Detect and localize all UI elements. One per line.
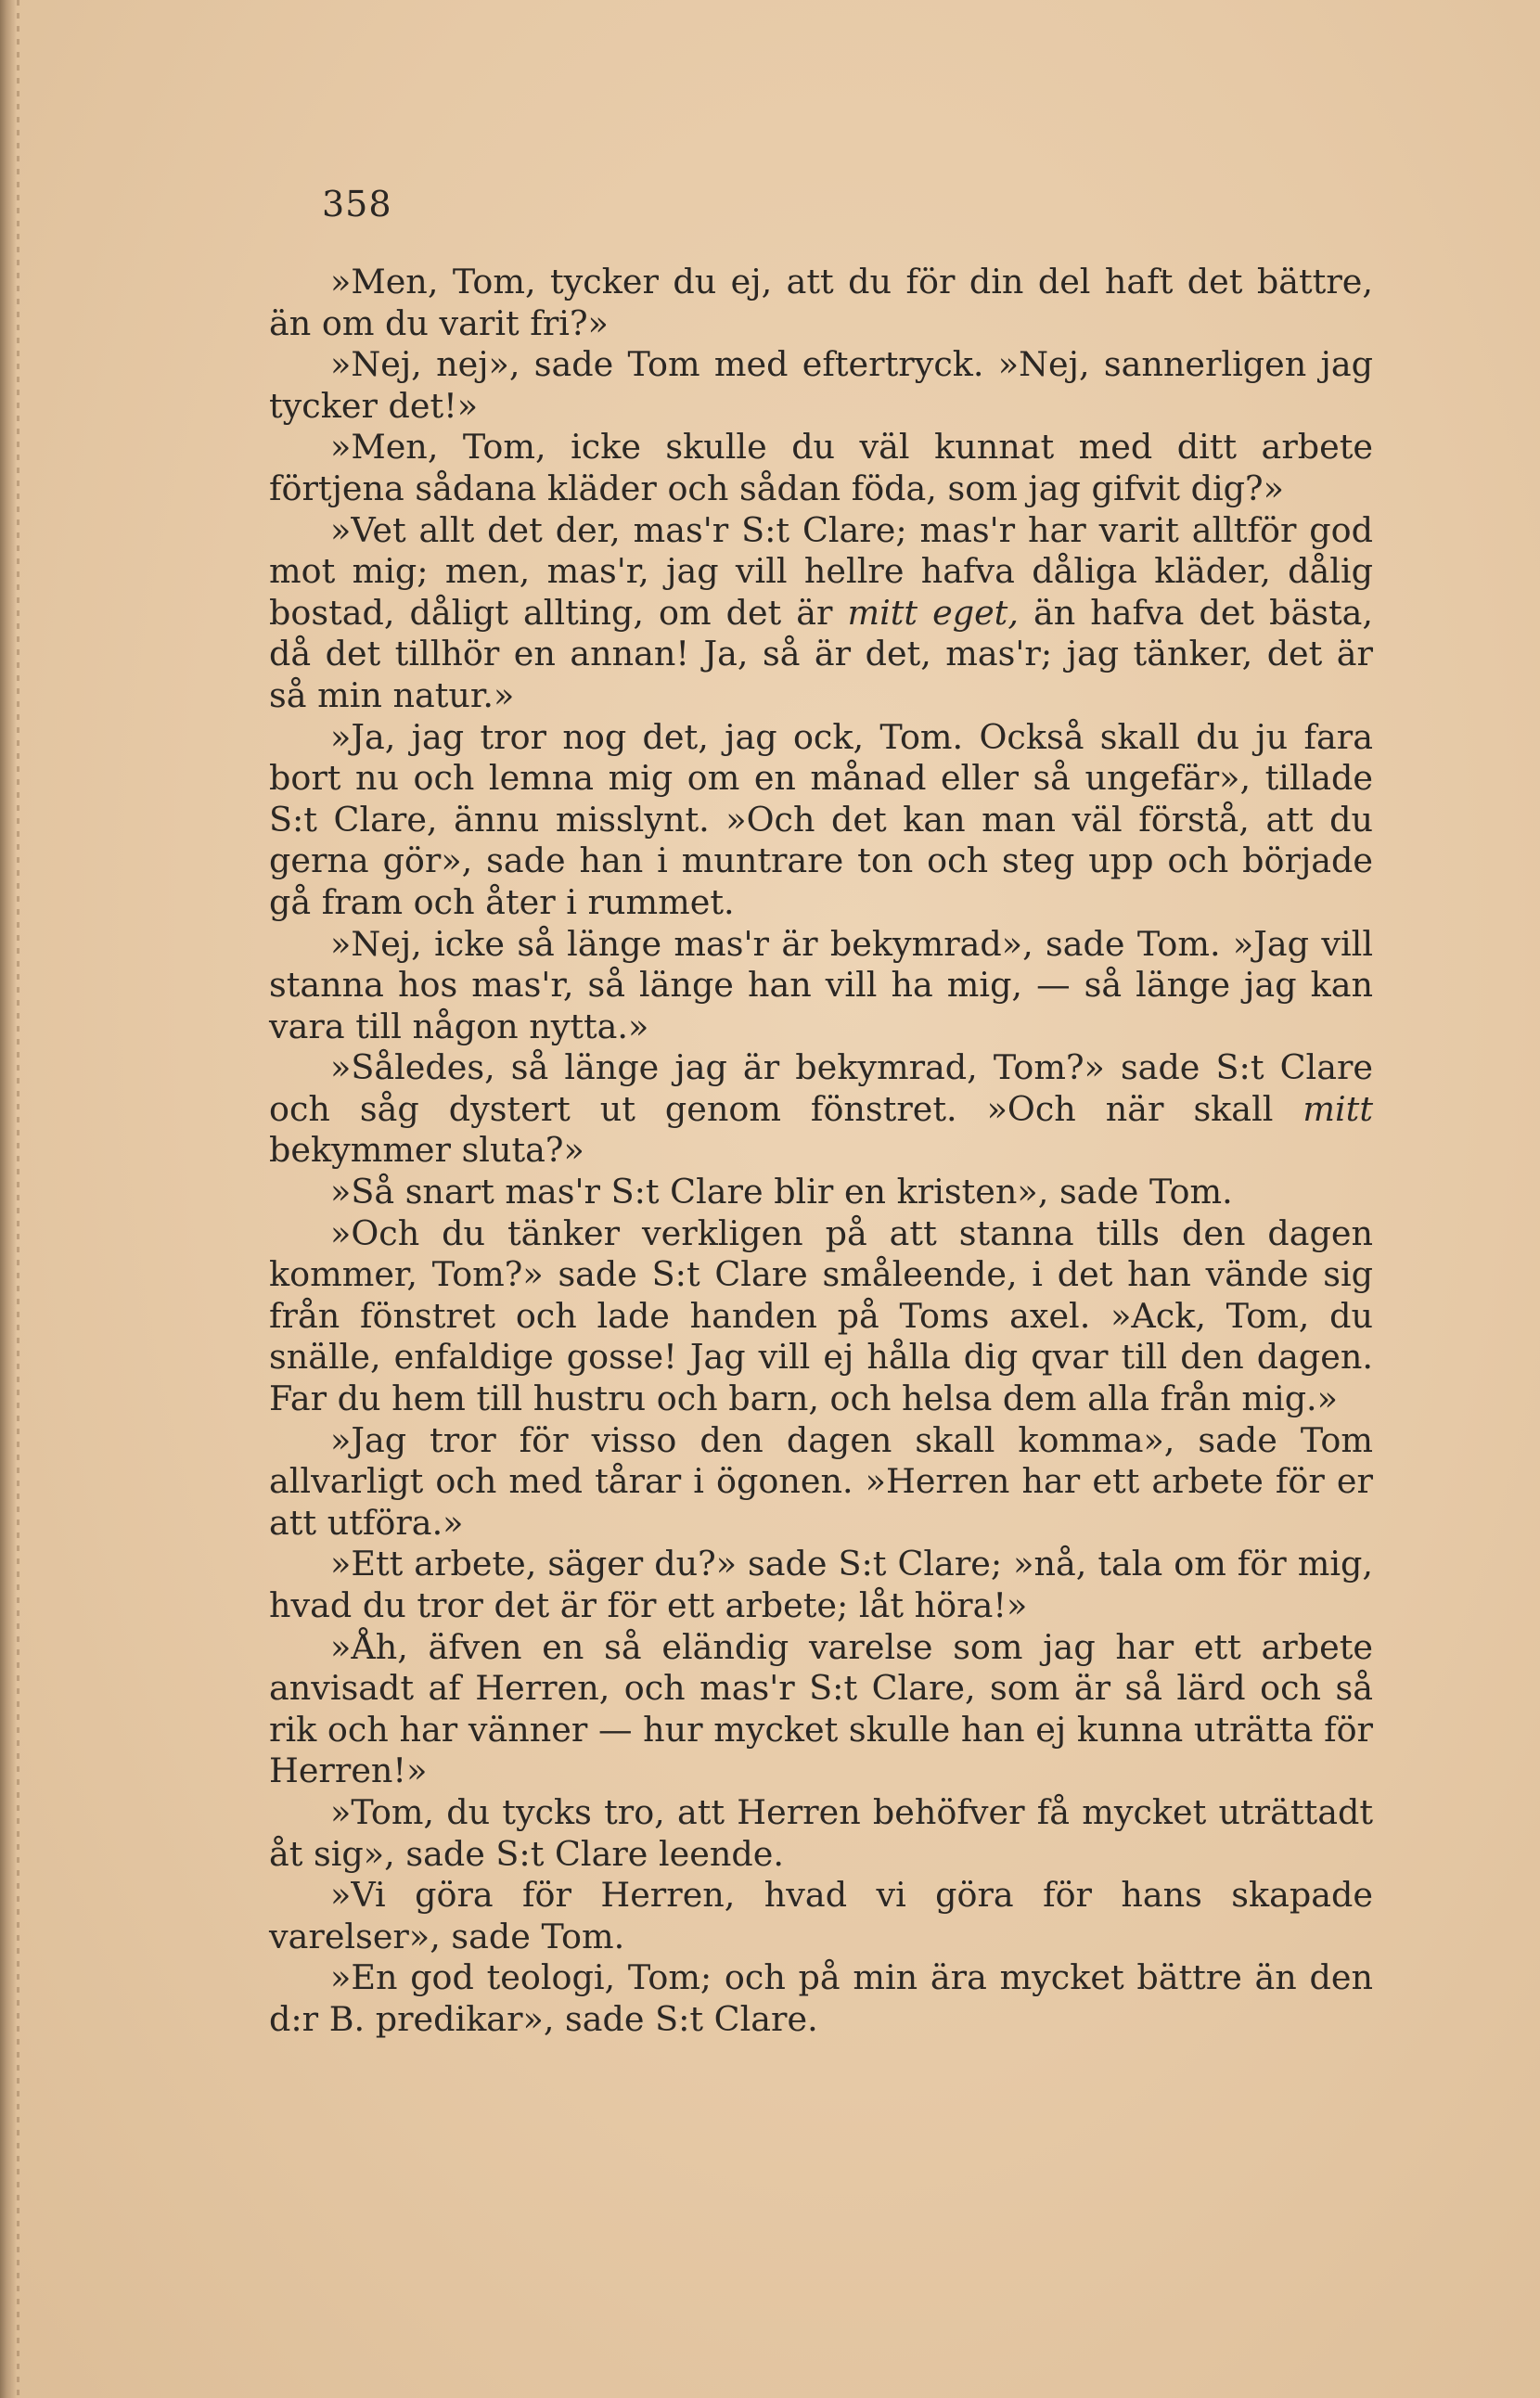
paragraph-text: »En god teologi, Tom; och på min ära mycket bättre än den d:r B. predikar», sade S:t Clare. xyxy=(269,1957,1373,2039)
paragraph xyxy=(269,1213,1373,1420)
paragraph-text: »Således, så länge jag är bekymrad, Tom?» sade S:t Clare och såg dystert ut genom fönstret. »Och när skall xyxy=(269,1047,1373,1129)
paragraph xyxy=(269,510,1373,717)
paragraph xyxy=(269,1875,1373,1957)
emphasized-text: mitt eget, xyxy=(847,592,1019,633)
paragraph xyxy=(269,1420,1373,1545)
paragraph-text: än hafva det bästa, då det tillhör en annan! Ja, så är det, mas'r; jag tänker, det är så min natur.» xyxy=(269,592,1373,715)
paragraph xyxy=(269,1627,1373,1792)
paragraph-text: »Så snart mas'r S:t Clare blir en kristen», sade Tom. xyxy=(330,1172,1233,1212)
page-binding-shadow xyxy=(17,0,19,2398)
paragraph xyxy=(269,1172,1373,1213)
paragraph-text: »Ja, jag tror nog det, jag ock, Tom. Också skall du ju fara bort nu och lemna mig om en månad eller så ungefär», tillade S:t Clare, ännu misslynt. »Och det kan man väl förstå, att du gerna gör», sade han i muntrare ton och steg upp och började gå fram och åter i rummet. xyxy=(269,716,1373,922)
paragraph xyxy=(269,427,1373,509)
paragraph xyxy=(269,1047,1373,1172)
paragraph xyxy=(269,924,1373,1048)
paragraph xyxy=(269,717,1373,924)
paragraph xyxy=(269,1544,1373,1626)
paragraph xyxy=(269,344,1373,427)
paragraph-text: »Men, Tom, icke skulle du väl kunnat med ditt arbete förtjena sådana kläder och sådan föda, som jag gifvit dig?» xyxy=(269,427,1373,508)
paragraph-text: »Åh, äfven en så eländig varelse som jag har ett arbete anvisadt af Herren, och mas'r S:t Clare, som är så lärd och så rik och har vänner — hur mycket skulle han ej kunna uträtta för Herren!» xyxy=(269,1626,1373,1791)
paragraph-text: »Nej, nej», sade Tom med eftertryck. »Nej, sannerligen jag tycker det!» xyxy=(269,344,1373,426)
page-left-edge xyxy=(0,0,17,2398)
paragraph-text: »Jag tror för visso den dagen skall komma», sade Tom allvarligt och med tårar i ögonen. »Herren har ett arbete för er att utföra.» xyxy=(269,1419,1373,1543)
paragraph-text: »Men, Tom, tycker du ej, att du för din del haft det bättre, än om du varit fri?» xyxy=(269,262,1373,343)
paragraph xyxy=(269,1792,1373,1875)
paragraph-text: »Vet allt det der, mas'r S:t Clare; mas'r har varit alltför god mot mig; men, mas'r, jag vill hellre hafva dåliga kläder, dålig bostad, dåligt allting, om det är xyxy=(269,509,1373,633)
paragraph xyxy=(269,262,1373,344)
emphasized-text: mitt xyxy=(1303,1088,1373,1129)
page-number: 358 xyxy=(322,184,392,224)
paragraph-text: bekymmer sluta?» xyxy=(269,1130,584,1171)
paragraph-text: »Vi göra för Herren, hvad vi göra för hans skapade varelser», sade Tom. xyxy=(269,1875,1373,1956)
paragraph-text: »Ett arbete, säger du?» sade S:t Clare; »nå, tala om för mig, hvad du tror det är för ett arbete; låt höra!» xyxy=(269,1544,1373,1625)
paragraph xyxy=(269,1957,1373,2040)
paragraph-text: »Och du tänker verkligen på att stanna tills den dagen kommer, Tom?» sade S:t Clare småleende, i det han vände sig från fönstret och lade handen på Toms axel. »Ack, Tom, du snälle, enfaldige gosse! Jag vill ej hålla dig qvar till den dagen. Far du hem till hustru och barn, och helsa dem alla från mig.» xyxy=(269,1212,1373,1419)
body-text xyxy=(269,262,1373,2041)
paragraph-text: »Tom, du tycks tro, att Herren behöfver få mycket uträttadt åt sig», sade S:t Clare leende. xyxy=(269,1791,1373,1874)
paragraph-text: »Nej, icke så länge mas'r är bekymrad», sade Tom. »Jag vill stanna hos mas'r, så länge han vill ha mig, — så länge jag kan vara till någon nytta.» xyxy=(269,923,1373,1046)
